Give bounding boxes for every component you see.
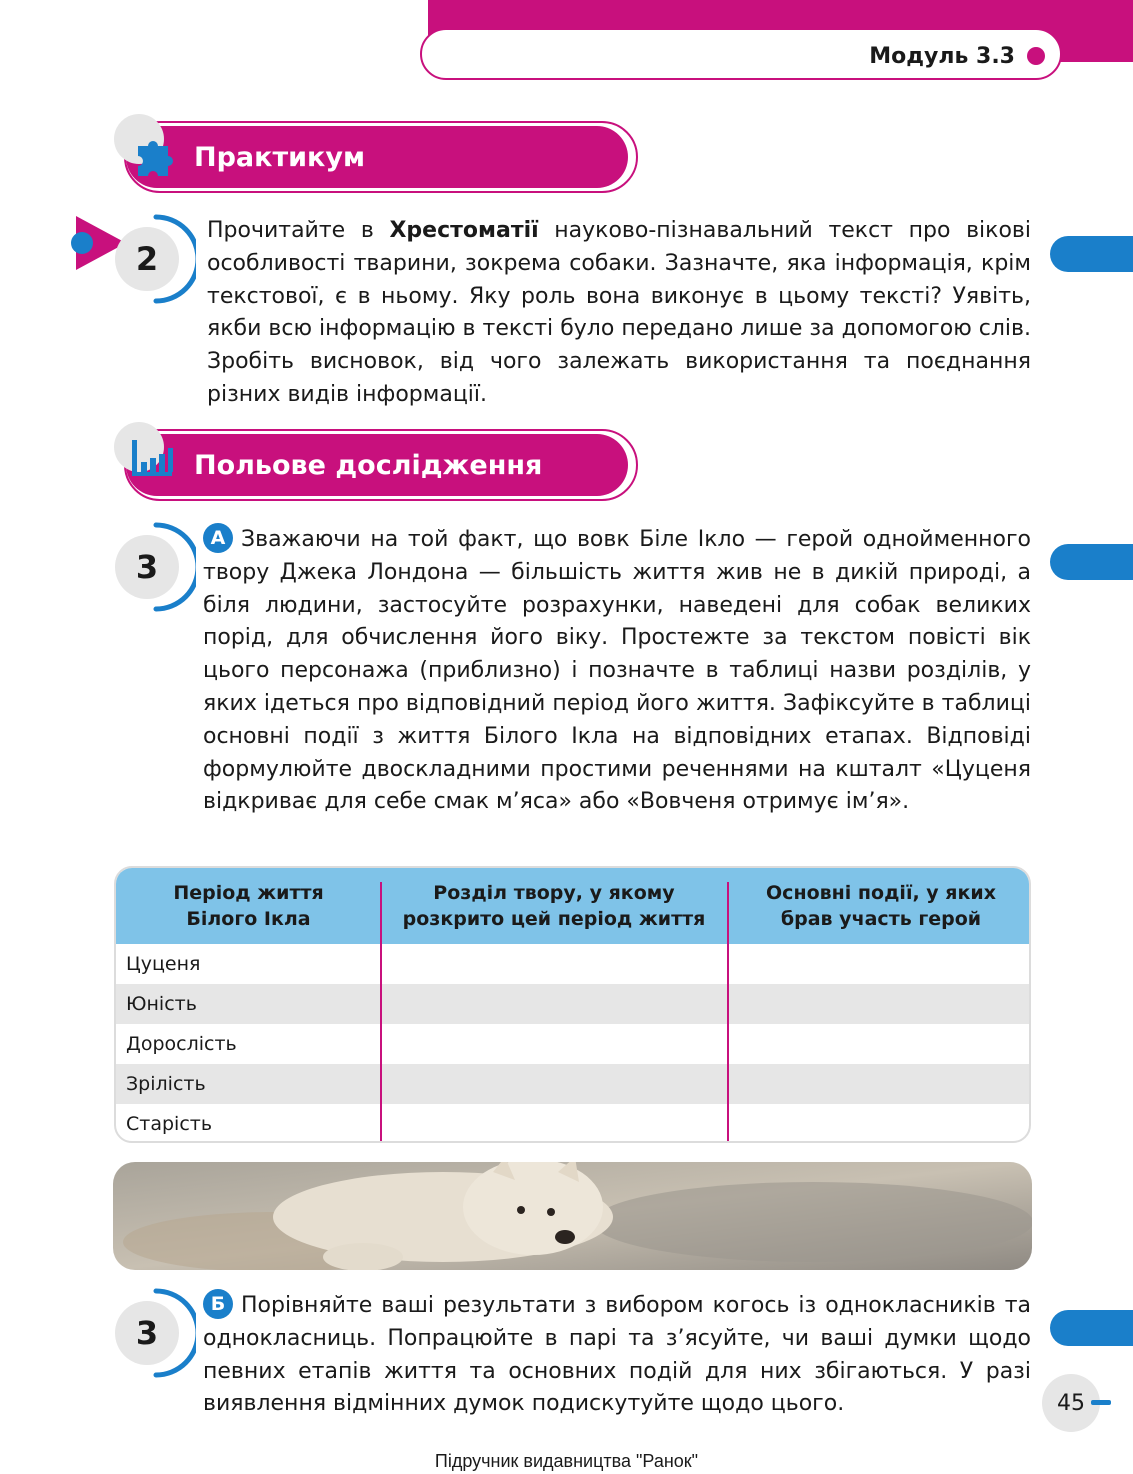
task2-bold-term: Хрестоматії — [389, 218, 539, 243]
task-number: 3 — [115, 1301, 179, 1365]
task3b-body: Порівняйте ваші результати з вибором когось із однокласників та однокласниць. Попрацюйте в парі та з’ясуйте, чи ваші думки щодо певних етапів життя та основних подій для них збігаються. У разі виявлення відмінних думок подискутуйте щодо цього. — [203, 1293, 1031, 1417]
puzzle-icon — [130, 132, 178, 180]
task2-text-start: Прочитайте в — [207, 218, 390, 243]
table-cell: Дорослість — [126, 1033, 237, 1055]
task-variant-badge: Б — [203, 1289, 233, 1319]
table-header-cell: Основні події, у яких брав участь герой — [766, 882, 996, 930]
field-research-banner — [126, 434, 628, 496]
table-header-cell: Період життя Білого Ікла — [173, 882, 324, 930]
task2-text-rest: науково-пізнавальний текст про вікові особливості тварини, зокрема собаки. Зазначте, яка інформація, крім текстової, є в ньому. Яку роль вона виконує в цьому тексті? Уявіть, якби всю інформацію в тексті було передано лише за допомогою слів. Зробіть висновок, від чого залежать використання та поєднання різних видів інформації. — [207, 218, 1031, 407]
table-cell: Юність — [126, 993, 197, 1015]
task3a-body: Зважаючи на той факт, що вовк Біле Ікло — герой однойменного твору Джека Лондона — більшість життя жив не в дикій природі, а біля людини, застосуйте розрахунки, наведені для собак великих порід, для обчислення його віку. Простежте за текстом повісті вік цього персонажа (приблизно) і позначте в таблиці назви розділів, у яких ідеться про відповідний період його життя. Зафіксуйте в таблиці основні події з життя Білого Ікла на відповідних етапах. Відповіді формулюйте двоскладними простими реченнями на кшталт «Цуценя відкриває для себе смак м’яса» або «Вовченя отримує ім’я». — [203, 527, 1031, 815]
table-cell: Зрілість — [126, 1073, 206, 1095]
table-row — [116, 1064, 1029, 1104]
task-number: 2 — [115, 227, 179, 291]
table-row — [116, 1104, 1029, 1143]
table-cell: Цуценя — [126, 953, 201, 975]
task3a-text — [203, 523, 1031, 819]
wolf-pup-photo — [113, 1162, 1032, 1270]
bar-chart-icon — [128, 436, 176, 484]
publisher-footer: Підручник видавництва "Ранок" — [434, 1451, 699, 1471]
task-variant-badge: А — [203, 523, 233, 553]
section-title: Практикум — [194, 141, 366, 173]
table-header-cell: Розділ твору, у якому розкрито цей період життя — [402, 882, 706, 930]
column-divider — [727, 882, 729, 1142]
task2-text — [207, 215, 1031, 412]
side-tab — [1050, 544, 1133, 580]
side-tab — [1050, 236, 1133, 272]
task-number: 3 — [115, 535, 179, 599]
page-number: 45 — [1042, 1374, 1100, 1432]
task3b-text — [203, 1289, 1031, 1421]
practicum-banner — [126, 126, 628, 188]
page-number-dash — [1091, 1400, 1111, 1405]
wolf-pup-image — [113, 1162, 1032, 1270]
life-periods-table — [114, 866, 1031, 1143]
module-label: Модуль 3.3 — [869, 44, 1015, 69]
table-row — [116, 984, 1029, 1024]
table-cell: Старість — [126, 1113, 213, 1135]
side-tab — [1050, 1310, 1133, 1346]
section-title: Польове дослідження — [194, 449, 543, 481]
table-row — [116, 944, 1029, 984]
table-row — [116, 1024, 1029, 1064]
module-dot-icon — [1027, 47, 1045, 65]
column-divider — [380, 882, 382, 1142]
